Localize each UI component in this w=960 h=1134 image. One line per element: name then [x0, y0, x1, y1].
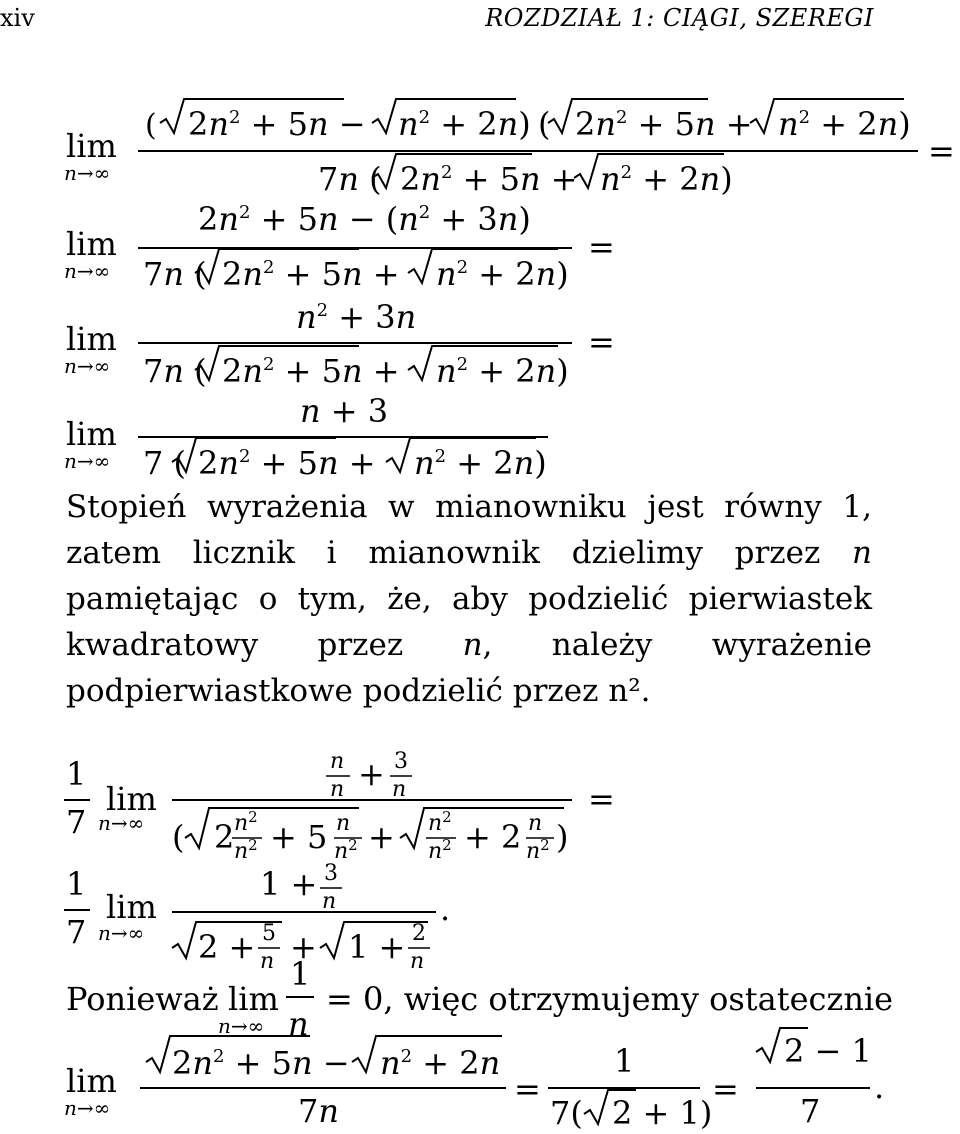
svg-text:+ 2: + 2 — [464, 818, 522, 856]
svg-text:2: 2 — [214, 818, 235, 856]
svg-text:.: . — [874, 1068, 885, 1106]
svg-text:1: 1 — [290, 955, 311, 993]
svg-text:n: n — [336, 811, 351, 836]
conclusion-suffix: = 0, więc otrzymujemy ostatecznie — [326, 980, 894, 1018]
svg-text:+: + — [358, 755, 385, 793]
svg-text:7n (: 7n ( — [318, 160, 382, 198]
svg-text:lim: lim — [106, 888, 157, 926]
svg-text:.: . — [440, 890, 451, 928]
svg-text:2n2 + 5n +: $2n^2 + 5n$ + — [222, 352, 400, 390]
svg-text:2 + 1): 2 + 1) — [612, 1094, 713, 1132]
svg-text:1: 1 — [66, 755, 87, 793]
paragraph-text-2: pamiętając o tym, że, aby podzielić pierwiastek kwadratowy przez — [66, 581, 872, 663]
svg-text:7 (: 7 ( — [143, 444, 187, 482]
svg-text:1 +: 1 + — [348, 928, 406, 966]
svg-text:n: n — [288, 1005, 309, 1043]
svg-text:=: = — [588, 780, 615, 818]
svg-text:n2 + 2n): $n^2 + 2n$) — [436, 255, 569, 293]
svg-text:n→∞: n→∞ — [64, 354, 111, 378]
page-number: xiv — [0, 4, 35, 32]
svg-text:n2: $n^2$ — [234, 836, 258, 864]
equation-row-4 — [64, 392, 548, 482]
paragraph-var-n: n — [852, 535, 873, 571]
svg-text:n2 + 3n: $n^2 + 3n$ — [296, 298, 417, 336]
svg-text:n: n — [260, 949, 275, 974]
svg-text:3: 3 — [324, 861, 338, 886]
svg-text:lim: lim — [228, 980, 279, 1018]
svg-text:3: 3 — [394, 749, 408, 774]
svg-text:(: ( — [172, 818, 185, 856]
equation-row-5 — [64, 749, 615, 864]
svg-text:+ 5: + 5 — [270, 818, 328, 856]
svg-text:2n2 + 5n +: $2n^2 + 5n$ + — [222, 255, 400, 293]
svg-text:(: ( — [145, 108, 157, 143]
svg-text:=: = — [514, 1070, 541, 1108]
svg-text:lim: lim — [66, 1062, 117, 1100]
svg-text:2n2 + 5n −: $2n^2 + 5n$ − — [188, 105, 366, 143]
svg-text:1: 1 — [66, 865, 87, 903]
svg-text:n→∞: n→∞ — [98, 811, 145, 835]
svg-text:n + 3: n + 3 — [300, 392, 389, 430]
conclusion-row — [66, 955, 893, 1043]
equation-row-1 — [64, 99, 955, 198]
svg-text:lim: lim — [66, 415, 117, 453]
svg-text:n→∞: n→∞ — [98, 921, 145, 945]
svg-text:2n2 + 5n +: $2n^2 + 5n$ + — [575, 105, 753, 143]
svg-text:n: n — [330, 749, 345, 774]
svg-text:=: = — [588, 323, 615, 361]
svg-text:1 +: 1 + — [260, 865, 318, 903]
svg-text:2n2 + 5n − (n2 + 3n): $2n^2 + 5n - (n^2 + 3n)$ — [198, 200, 531, 238]
svg-text:2: 2 — [412, 921, 426, 946]
svg-text:n2 + 2n): $n^2 + 2n$) — [414, 444, 547, 482]
svg-text:+: + — [290, 928, 317, 966]
svg-text:=: = — [588, 228, 615, 266]
svg-text:n→∞: n→∞ — [218, 1014, 265, 1038]
svg-text:7(: 7( — [550, 1094, 583, 1132]
lim-subscript: n→∞ — [64, 161, 111, 185]
svg-text:lim: lim — [66, 225, 117, 263]
svg-text:2n2 + 5n −: $2n^2 + 5n$ − — [172, 1044, 350, 1082]
svg-text:lim: lim — [66, 320, 117, 358]
svg-text:(: ( — [538, 105, 551, 143]
svg-text:n2: $n^2$ — [428, 836, 452, 864]
paragraph-var-n-2: n — [462, 627, 483, 663]
svg-text:1: 1 — [614, 1042, 635, 1080]
svg-text:n→∞: n→∞ — [64, 259, 111, 283]
svg-text:7: 7 — [66, 803, 87, 841]
svg-text:): ) — [556, 818, 569, 856]
svg-text:n: n — [410, 949, 425, 974]
explanation-paragraph — [66, 484, 872, 714]
svg-text:lim: lim — [106, 780, 157, 818]
svg-text:+: + — [368, 818, 395, 856]
svg-text:n2 + 2n): $n^2 + 2n$) — [778, 105, 911, 143]
svg-text:n→∞: n→∞ — [64, 449, 111, 473]
conclusion-prefix: Ponieważ — [66, 980, 219, 1018]
equation-row-6 — [64, 861, 450, 974]
svg-text:n2: $n^2$ — [526, 836, 550, 864]
svg-text:n2 + 2n: $n^2 + 2n$ — [380, 1044, 501, 1082]
paragraph-text-3: , należy wyrażenie podpierwiastkowe podzielić przez — [66, 627, 872, 709]
equation-row-3 — [64, 298, 615, 390]
svg-text:n2: $n^2$ — [428, 808, 452, 836]
svg-text:n2: $n^2$ — [234, 808, 258, 836]
svg-text:5: 5 — [262, 921, 276, 946]
svg-text:7n (: 7n ( — [143, 352, 207, 390]
lim-label: lim — [66, 127, 117, 165]
svg-text:n2 + 2n): $n^2 + 2n$) — [436, 352, 569, 390]
svg-text:7n: 7n — [298, 1092, 339, 1130]
svg-text:2 − 1: 2 − 1 — [784, 1032, 872, 1070]
chapter-title: ROZDZIAŁ 1: CIĄGI, SZEREGI — [485, 4, 874, 32]
svg-text:n: n — [528, 811, 543, 836]
svg-text:n: n — [392, 777, 407, 802]
svg-text:n→∞: n→∞ — [64, 1096, 111, 1120]
svg-text:n2 + 2n): $n^2 + 2n$) — [600, 160, 733, 198]
equation-row-2 — [64, 200, 615, 293]
svg-text:n: n — [322, 889, 337, 914]
svg-text:=: = — [928, 132, 955, 170]
svg-text:7: 7 — [66, 913, 87, 951]
svg-text:7: 7 — [800, 1092, 821, 1130]
svg-text:n: n — [330, 777, 345, 802]
svg-text:n2: $n^2$ — [334, 836, 358, 864]
svg-text:2 +: 2 + — [198, 928, 256, 966]
svg-text:n2 + 2n): $n^2 + 2n$) — [398, 105, 531, 143]
paragraph-text-4: n². — [608, 673, 651, 709]
paragraph-text-1: Stopień wyrażenia w mianowniku jest równy 1, zatem licznik i mianownik dzielimy przez — [66, 489, 872, 571]
svg-text:7n (: 7n ( — [143, 255, 207, 293]
svg-text:=: = — [712, 1070, 739, 1108]
svg-text:2n2 + 5n +: $2n^2 + 5n$ + — [400, 160, 578, 198]
svg-text:2n2 + 5n +: $2n^2 + 5n$ + — [198, 444, 376, 482]
equation-row-final — [64, 1028, 884, 1132]
